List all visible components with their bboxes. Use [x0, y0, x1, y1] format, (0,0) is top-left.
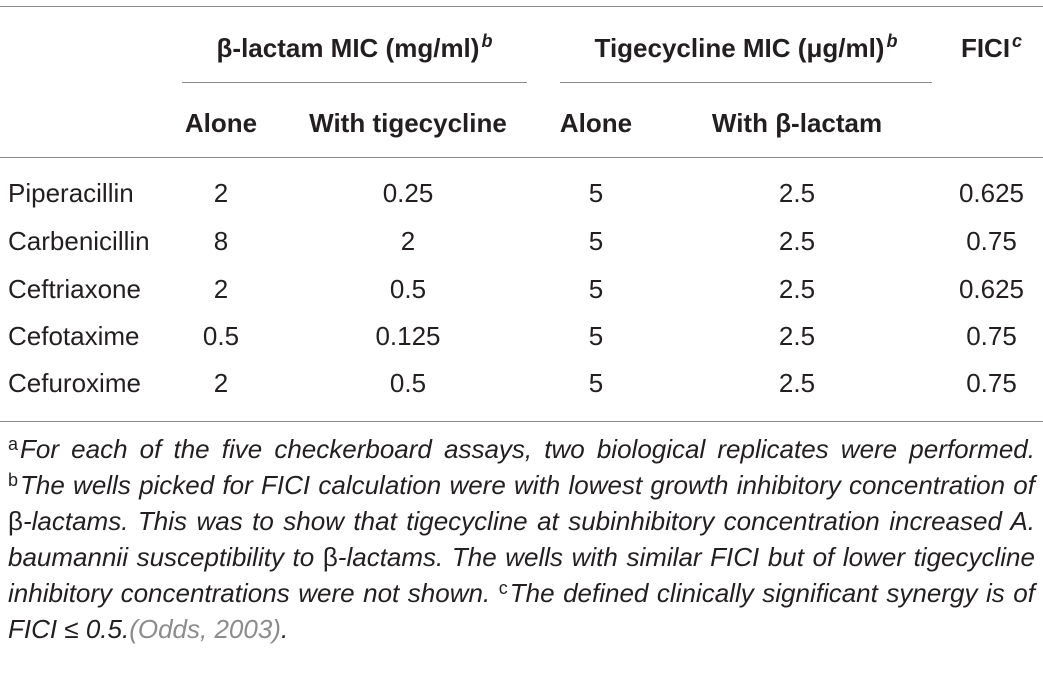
header-beta-lactam-label: β-lactam MIC (mg/ml) [216, 33, 480, 63]
tigecycline-mic-alone: 5 [588, 274, 604, 304]
table-top-rule [0, 6, 1043, 7]
subheader-beta-with-tigecycline: With tigecycline [309, 108, 507, 138]
tigecycline-mic-alone: 5 [588, 226, 604, 256]
footnote-b-text-1: The wells picked for FICI calculation were with lowest growth inhibitory concentration of [20, 470, 1035, 500]
drug-name: Carbenicillin [8, 226, 150, 256]
tigecycline-mic-alone: 5 [588, 321, 604, 351]
fici-value: 0.625 [958, 274, 1025, 304]
fici-value: 0.625 [958, 178, 1025, 208]
header-tigecycline-footnote-mark: b [886, 31, 898, 51]
header-fici-footnote-mark: c [1012, 31, 1023, 51]
footnote-a-mark: a [8, 434, 19, 454]
footnote-c-end: . [280, 614, 289, 644]
fici-value: 0.75 [966, 226, 1017, 256]
header-fici [940, 24, 1043, 65]
drug-name: Cefotaxime [8, 321, 140, 351]
header-tigecycline-label: Tigecycline MIC (μg/ml) [594, 33, 885, 63]
footnote-c-mark: c [498, 578, 508, 598]
beta-lactam-group-underline [182, 82, 527, 83]
beta-lactam-mic-alone: 2 [213, 368, 229, 398]
footnote-b-beta-symbol: β [8, 506, 23, 536]
subheader-beta-alone: Alone [184, 108, 258, 138]
beta-lactam-mic-alone: 0.5 [202, 321, 240, 351]
fici-value: 0.75 [966, 321, 1017, 351]
drug-name: Piperacillin [8, 178, 134, 208]
header-tigecycline-mic [560, 24, 932, 65]
beta-lactam-mic-with-tigecycline: 0.5 [389, 274, 427, 304]
tigecycline-mic-alone: 5 [588, 368, 604, 398]
subheader-tig-with-beta-lactam: With β-lactam [711, 108, 883, 138]
beta-lactam-mic-with-tigecycline: 0.25 [382, 178, 434, 208]
table-row [0, 359, 1043, 407]
table-footnotes [8, 431, 1035, 647]
table-row [0, 312, 1043, 360]
tigecycline-mic-alone: 5 [588, 178, 604, 208]
table-row [0, 265, 1043, 313]
table-bottom-rule [0, 421, 1043, 422]
drug-name: Cefuroxime [8, 368, 141, 398]
drug-name: Ceftriaxone [8, 274, 141, 304]
header-beta-lactam-mic [182, 24, 527, 65]
beta-lactam-mic-with-tigecycline: 2 [400, 226, 416, 256]
tigecycline-mic-with-beta-lactam: 2.5 [778, 321, 816, 351]
beta-lactam-mic-alone: 2 [213, 178, 229, 208]
tigecycline-group-underline [560, 82, 932, 83]
beta-lactam-mic-alone: 2 [213, 274, 229, 304]
footnote-a-text: For each of the five checkerboard assays, two biological replicates were performed. [20, 434, 1035, 464]
footnote-b-text-3: -lactams. The wells with similar FICI but of lower tigecycline inhibitory concentrations were not shown. [8, 542, 1035, 608]
footnote-c-citation-link[interactable]: (Odds, 2003) [129, 614, 281, 644]
footnote-c-text: The defined clinically significant synergy is of FICI ≤ 0.5. [8, 578, 1035, 644]
beta-lactam-mic-with-tigecycline: 0.5 [389, 368, 427, 398]
footnote-b-mark: b [8, 470, 19, 490]
table-header-rule [0, 157, 1043, 158]
subheader-tig-alone: Alone [559, 108, 633, 138]
beta-lactam-mic-with-tigecycline: 0.125 [375, 321, 441, 351]
footnote-b-text-2: -lactams. This was to show that tigecycline at subinhibitory concentration increased A. baumannii susceptibility to [8, 506, 1035, 572]
tigecycline-mic-with-beta-lactam: 2.5 [778, 226, 816, 256]
table-row [0, 217, 1043, 265]
tigecycline-mic-with-beta-lactam: 2.5 [778, 274, 816, 304]
table-row [0, 169, 1043, 217]
fici-value: 0.75 [966, 368, 1017, 398]
tigecycline-mic-with-beta-lactam: 2.5 [778, 178, 816, 208]
tigecycline-mic-with-beta-lactam: 2.5 [778, 368, 816, 398]
footnote-b-beta-symbol-2: β [322, 542, 338, 572]
header-fici-label: FICI [960, 33, 1011, 63]
header-beta-lactam-footnote-mark: b [481, 31, 493, 51]
beta-lactam-mic-alone: 8 [213, 226, 229, 256]
